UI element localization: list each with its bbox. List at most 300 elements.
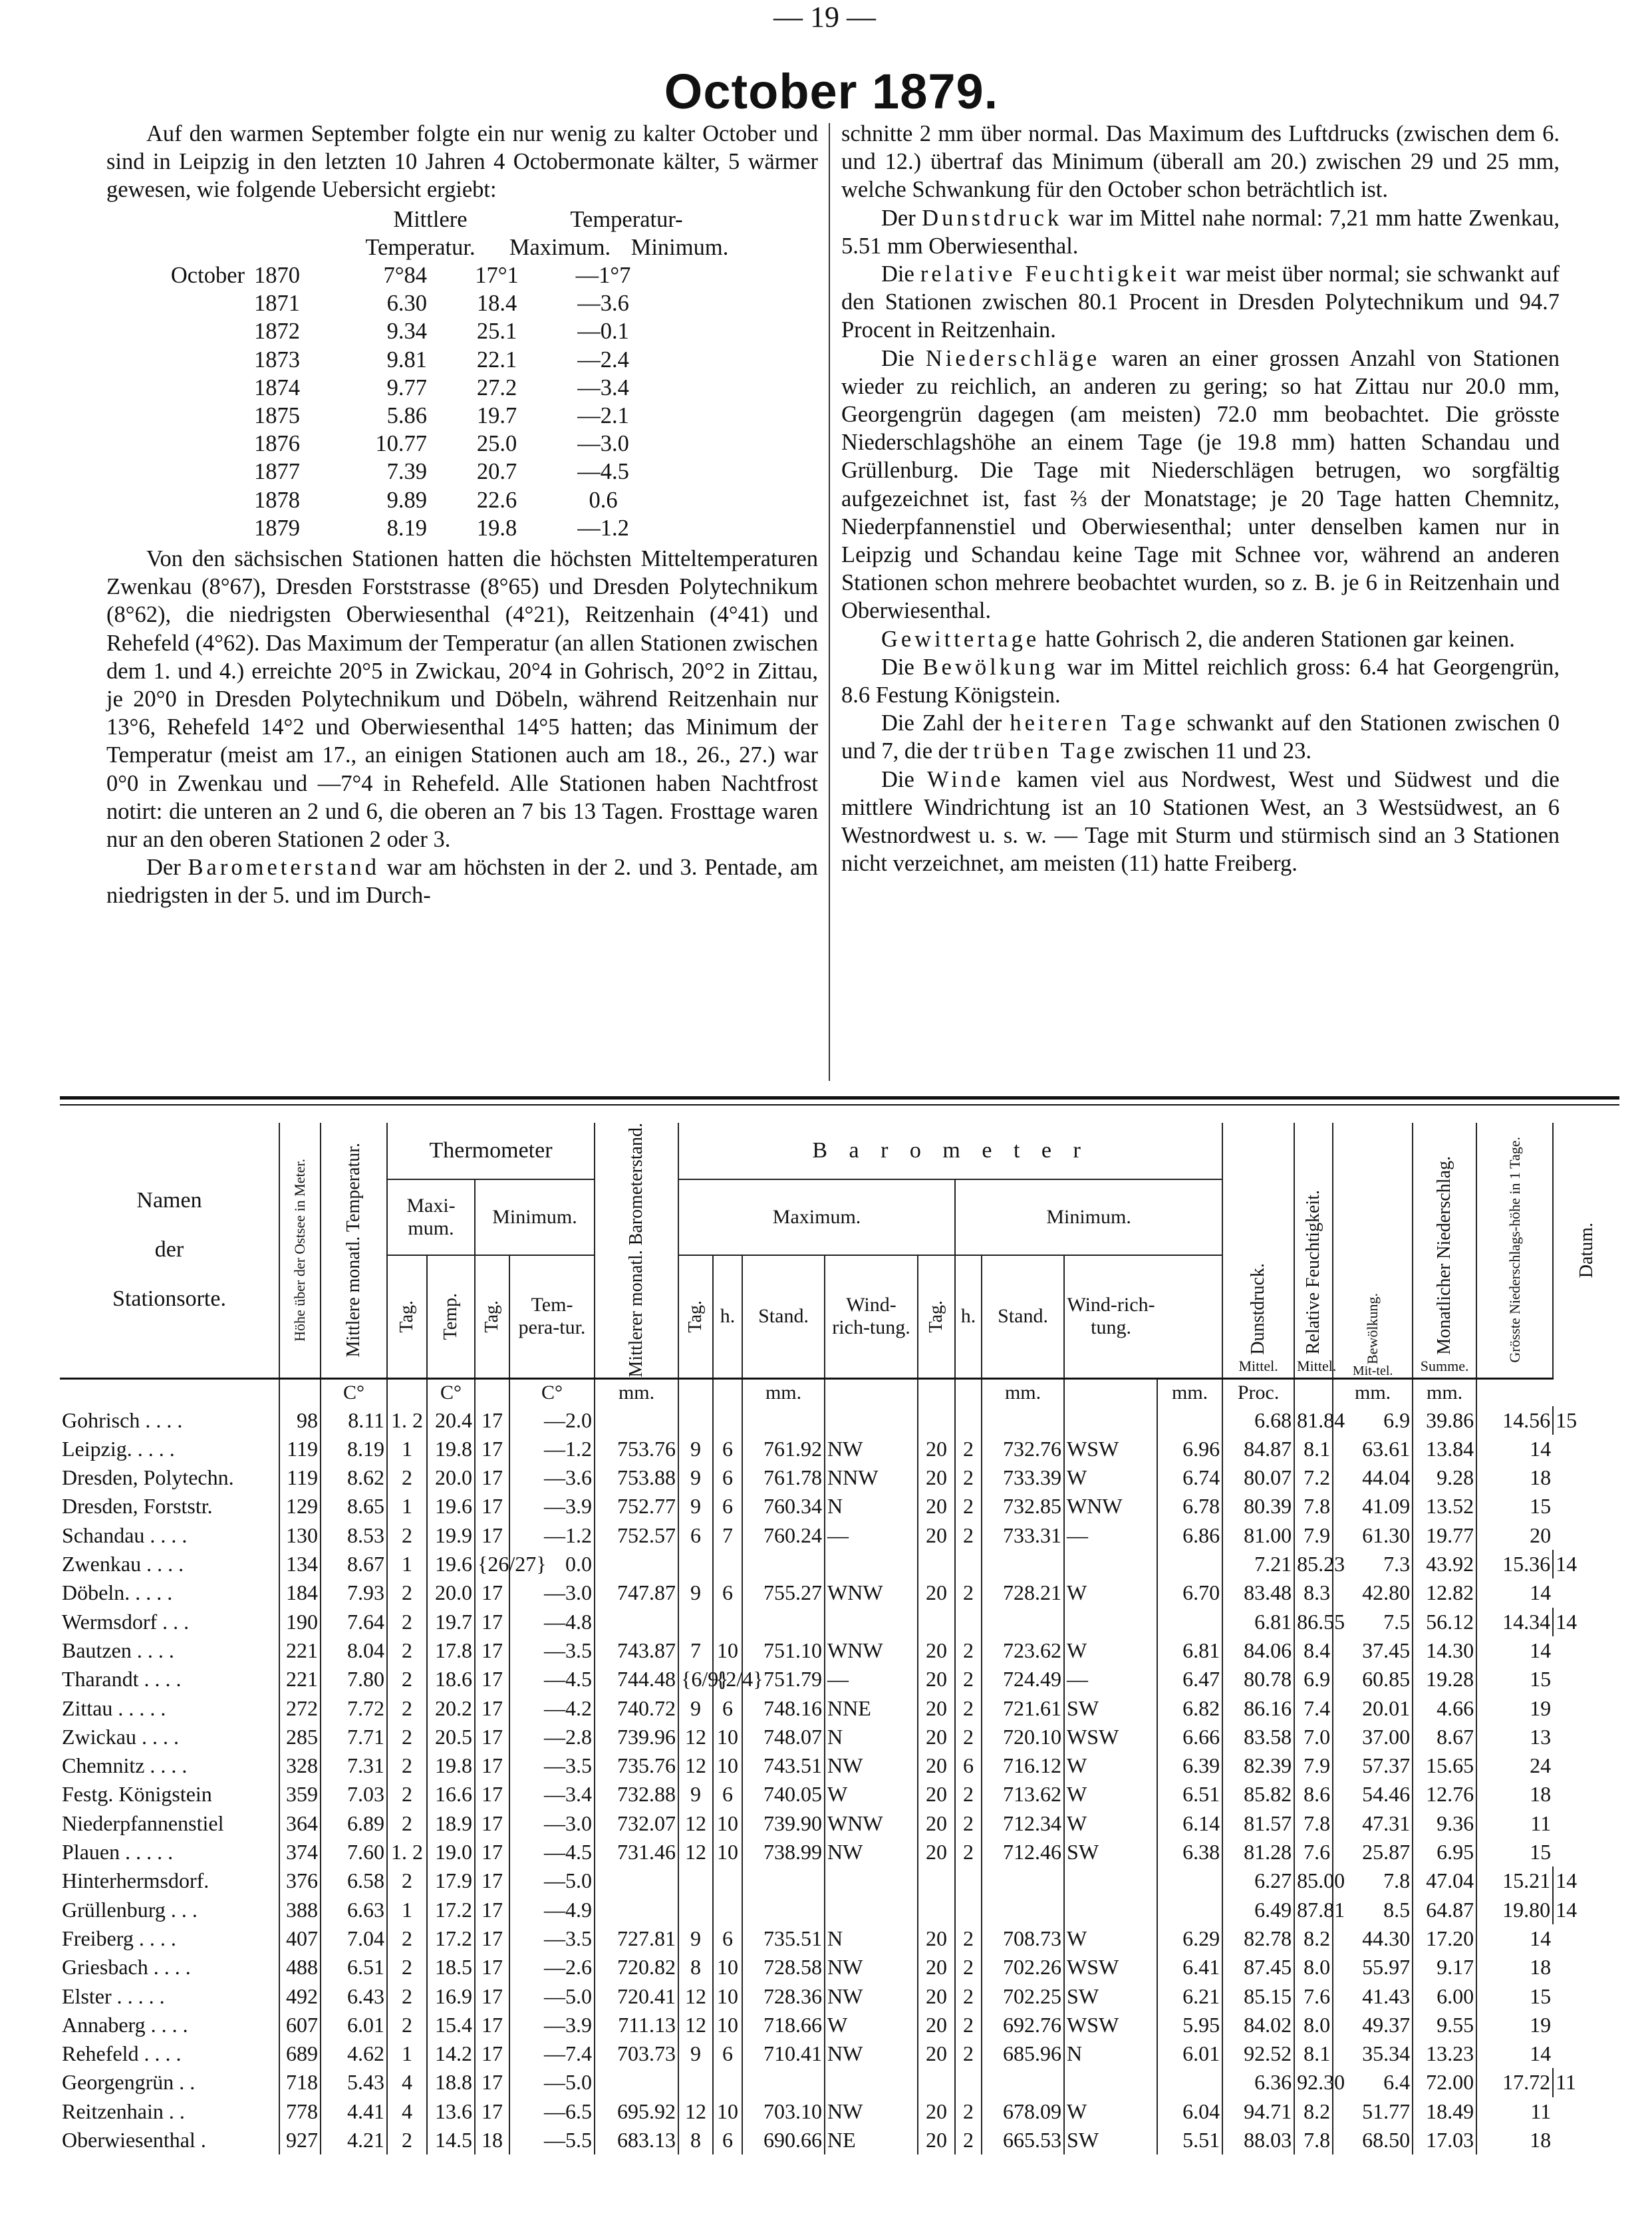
- station-name: Elster . . . . .: [62, 1984, 165, 2008]
- header-datum: Datum.: [1553, 1123, 1619, 1378]
- table-cell: 2: [955, 1521, 982, 1550]
- table-cell: 1: [387, 1435, 427, 1463]
- table-cell: 17: [475, 1723, 509, 1751]
- table-cell: 2: [955, 2011, 982, 2039]
- table-cell: 24: [1476, 1751, 1553, 1780]
- table-cell: [955, 1550, 982, 1578]
- table-cell: NW: [825, 2039, 918, 2068]
- table-cell: 13: [1476, 1723, 1553, 1751]
- mini-cell-max: 27.2: [476, 374, 517, 400]
- mini-cell-min: —3.6: [577, 291, 629, 317]
- table-cell: [918, 1608, 955, 1636]
- table-cell: 927: [279, 2126, 321, 2154]
- table-cell: NNW: [825, 1463, 918, 1492]
- table-cell: [982, 1608, 1064, 1636]
- station-name: Chemnitz . . . .: [62, 1753, 188, 1778]
- station-name: Wermsdorf . . .: [62, 1609, 190, 1634]
- table-cell: 388: [279, 1896, 321, 1924]
- table-cell: W: [825, 2011, 918, 2039]
- table-cell: —: [1064, 1521, 1157, 1550]
- mini-cell-mean: 7.39: [386, 459, 427, 485]
- table-cell: 723.62: [982, 1636, 1064, 1665]
- table-cell: NW: [825, 1751, 918, 1780]
- winde-paragraph: Die Winde kamen viel aus Nordwest, West und Südwest und die mittlere Windrichtung ist an 10 Stationen West, an 3 Westsüdwest, an 6 Westnordwest u. s. w. — Tage mit Sturm und stürmisch sind an 3 Stationen nicht verzeichnet, am meisten (11) hatte Freiberg.: [841, 766, 1560, 877]
- station-name: Zwenkau . . . .: [62, 1552, 184, 1576]
- table-cell: —1.2: [509, 1521, 595, 1550]
- table-cell: —3.4: [509, 1780, 595, 1809]
- table-cell: 492: [279, 1982, 321, 2011]
- table-cell: 8.1: [1294, 2039, 1333, 2068]
- table-cell: 44.04: [1333, 1463, 1413, 1492]
- intro-paragraph: Auf den warmen September folgte ein nur wenig zu kalter October und sind in Leipzig in den letzten 10 Jahren 4 Octobermonate kälter, 5 wärmer gewesen, wie folgende Uebersicht ergiebt:: [106, 121, 818, 203]
- table-cell: 5.51: [1157, 2126, 1222, 2154]
- table-cell: 6.63: [321, 1896, 387, 1924]
- table-cell: 13.6: [427, 2097, 475, 2126]
- table-cell: W: [1064, 1463, 1157, 1492]
- table-cell: 4: [387, 2097, 427, 2126]
- table-cell: 8.19: [321, 1435, 387, 1463]
- table-cell: 9: [678, 1924, 713, 1953]
- table-cell: 80.78: [1222, 1665, 1294, 1694]
- table-cell: 20: [918, 1780, 955, 1809]
- table-cell: 8.6: [1294, 1780, 1333, 1809]
- mini-cell-year: 1879: [254, 515, 300, 541]
- table-cell: 683.13: [595, 2126, 678, 2154]
- table-cell: 10: [713, 1751, 742, 1780]
- table-cell: [713, 1406, 742, 1435]
- table-cell: 10: [713, 2097, 742, 2126]
- table-cell: 12: [678, 2011, 713, 2039]
- table-cell: 6.38: [1157, 1838, 1222, 1866]
- table-row: [60, 1608, 1619, 1636]
- table-cell: 685.96: [982, 2039, 1064, 2068]
- table-row: [60, 1435, 1619, 1463]
- table-cell: 7.6: [1294, 1838, 1333, 1866]
- table-cell: 12: [678, 2097, 713, 2126]
- table-cell: 81.28: [1222, 1838, 1294, 1866]
- table-cell: 703.10: [742, 2097, 825, 2126]
- mini-cell-year: 1876: [254, 431, 300, 457]
- table-cell: [742, 1406, 825, 1435]
- table-row: [60, 1953, 1619, 1982]
- table-cell: 15.36: [1476, 1550, 1553, 1578]
- table-cell: 84.87: [1222, 1435, 1294, 1463]
- table-cell: 80.07: [1222, 1463, 1294, 1492]
- table-cell: 17: [475, 1521, 509, 1550]
- table-cell: W: [1064, 2097, 1157, 2126]
- table-cell: 702.25: [982, 1982, 1064, 2011]
- table-cell: —4.8: [509, 1608, 595, 1636]
- table-cell: 7.72: [321, 1694, 387, 1723]
- mini-cell-min: —1°7: [575, 263, 631, 289]
- table-cell: —7.4: [509, 2039, 595, 2068]
- table-cell: 19: [1476, 2011, 1553, 2039]
- table-row: [60, 2011, 1619, 2039]
- table-cell: 8: [678, 1953, 713, 1982]
- table-cell: 2: [387, 2126, 427, 2154]
- table-cell: [713, 1896, 742, 1924]
- mini-table-row: [106, 486, 818, 514]
- station-name: Dresden, Forststr.: [62, 1494, 213, 1519]
- table-cell: 6: [713, 2039, 742, 2068]
- table-cell: W: [1064, 1751, 1157, 1780]
- table-cell: 2: [955, 2126, 982, 2154]
- table-cell: 17: [475, 2097, 509, 2126]
- table-cell: NW: [825, 1953, 918, 1982]
- table-cell: NW: [825, 2097, 918, 2126]
- table-cell: 7.03: [321, 1780, 387, 1809]
- table-cell: 2: [387, 1723, 427, 1751]
- table-cell: [742, 1550, 825, 1578]
- table-cell: 14: [1476, 1435, 1553, 1463]
- table-cell: WSW: [1064, 1953, 1157, 1982]
- table-cell: [982, 1866, 1064, 1895]
- table-cell: 19.9: [427, 1521, 475, 1550]
- table-cell: —3.5: [509, 1751, 595, 1780]
- table-cell: W: [1064, 1809, 1157, 1838]
- table-cell: —: [825, 1665, 918, 1694]
- table-cell: [825, 1608, 918, 1636]
- table-cell: 752.77: [595, 1492, 678, 1521]
- table-cell: [1157, 2068, 1222, 2097]
- table-cell: 84.02: [1222, 2011, 1294, 2039]
- table-cell: [1064, 2068, 1157, 2097]
- mini-cell-month: [106, 374, 254, 402]
- table-cell: [918, 2068, 955, 2097]
- header-feucht: Relative Feuchtigkeit. Mittel.: [1294, 1123, 1333, 1378]
- mini-table-header-1: Mittlere Temperatur-: [393, 206, 683, 232]
- mini-table-header-2: Temperatur. Maximum. Minimum.: [365, 234, 729, 260]
- table-cell: NNE: [825, 1694, 918, 1723]
- table-cell: SW: [1064, 1694, 1157, 1723]
- table-cell: 17: [475, 1924, 509, 1953]
- table-cell: 12.76: [1413, 1780, 1476, 1809]
- table-cell: 6.86: [1157, 1521, 1222, 1550]
- table-cell: 14: [1476, 1636, 1553, 1665]
- station-name: Rehefeld . . . .: [62, 2041, 182, 2066]
- table-cell: 17.20: [1413, 1924, 1476, 1953]
- table-cell: 7.3: [1333, 1550, 1413, 1578]
- table-cell: —5.0: [509, 1866, 595, 1895]
- station-name: Georgengrün . .: [62, 2070, 196, 2095]
- header-nieder: Monatlicher Niederschlag. Summe.: [1413, 1123, 1476, 1378]
- header-baro-max: Maximum.: [678, 1179, 955, 1255]
- table-cell: 2: [955, 1809, 982, 1838]
- table-cell: 18.6: [427, 1665, 475, 1694]
- table-cell: 9.55: [1413, 2011, 1476, 2039]
- table-cell: 12.82: [1413, 1578, 1476, 1607]
- table-cell: 41.43: [1333, 1982, 1413, 2011]
- table-cell: 54.46: [1333, 1780, 1413, 1809]
- station-name: Hinterhermsdorf.: [62, 1868, 209, 1893]
- table-cell: 17: [475, 2011, 509, 2039]
- header-min-temp: Tem-pera-tur.: [509, 1255, 595, 1378]
- table-cell: 7.80: [321, 1665, 387, 1694]
- table-cell: [713, 1866, 742, 1895]
- table-cell: [678, 1550, 713, 1578]
- table-cell: WNW: [825, 1636, 918, 1665]
- table-cell: N: [825, 1723, 918, 1751]
- left-column: [106, 120, 818, 910]
- table-cell: 14.34: [1476, 1608, 1553, 1636]
- table-cell: 285: [279, 1723, 321, 1751]
- table-cell: 20.4: [427, 1406, 475, 1435]
- table-cell: 488: [279, 1953, 321, 1982]
- table-cell: 81.00: [1222, 1521, 1294, 1550]
- table-cell: 87.81: [1294, 1896, 1333, 1924]
- table-cell: 2: [955, 1982, 982, 2011]
- table-cell: 17: [475, 1463, 509, 1492]
- table-cell: 720.10: [982, 1723, 1064, 1751]
- table-cell: 0.0: [509, 1550, 595, 1578]
- table-cell: 82.39: [1222, 1751, 1294, 1780]
- units-row: C° C° C° mm. mm. mm. mm. Proc. mm. mm.: [60, 1378, 1619, 1406]
- table-cell: [1157, 1608, 1222, 1636]
- table-cell: [678, 1608, 713, 1636]
- table-cell: 8.04: [321, 1636, 387, 1665]
- table-cell: 17: [475, 1435, 509, 1463]
- table-cell: 2: [387, 1953, 427, 1982]
- station-name: Reitzenhain . .: [62, 2099, 185, 2123]
- station-name: Annaberg . . . .: [62, 2012, 188, 2037]
- mini-table-row: [106, 514, 818, 542]
- table-cell: 19.8: [427, 1751, 475, 1780]
- table-cell: 703.73: [595, 2039, 678, 2068]
- mini-cell-max: 19.8: [476, 515, 517, 541]
- table-cell: WSW: [1064, 2011, 1157, 2039]
- table-cell: 63.61: [1333, 1435, 1413, 1463]
- table-cell: 85.15: [1222, 1982, 1294, 2011]
- table-cell: [742, 1896, 825, 1924]
- table-cell: 43.92: [1413, 1550, 1476, 1578]
- table-cell: 20.0: [427, 1463, 475, 1492]
- table-cell: [825, 1550, 918, 1578]
- mini-cell-min: —2.1: [577, 403, 629, 429]
- header-min-tag: Tag.: [475, 1255, 509, 1378]
- mini-cell-year: 1874: [254, 374, 300, 400]
- table-cell: 712.46: [982, 1838, 1064, 1866]
- table-cell: 17: [475, 1608, 509, 1636]
- table-cell: 13.84: [1413, 1435, 1476, 1463]
- table-cell: W: [1064, 1578, 1157, 1607]
- table-cell: 607: [279, 2011, 321, 2039]
- table-cell: 86.55: [1294, 1608, 1333, 1636]
- mini-cell-min: —3.4: [577, 374, 629, 400]
- mini-cell-max: 18.4: [476, 291, 517, 317]
- table-cell: 690.66: [742, 2126, 825, 2154]
- table-cell: 9: [678, 1435, 713, 1463]
- table-cell: —1.2: [509, 1435, 595, 1463]
- table-cell: 80.39: [1222, 1492, 1294, 1521]
- table-cell: 49.37: [1333, 2011, 1413, 2039]
- table-cell: 720.82: [595, 1953, 678, 1982]
- mini-cell-month: [106, 486, 254, 514]
- table-cell: 6.81: [1222, 1608, 1294, 1636]
- table-cell: 98: [279, 1406, 321, 1435]
- mini-table-row: [106, 430, 818, 458]
- table-cell: 760.24: [742, 1521, 825, 1550]
- table-cell: 20: [918, 1492, 955, 1521]
- table-cell: 60.85: [1333, 1665, 1413, 1694]
- table-cell: 17: [475, 1751, 509, 1780]
- table-cell: 692.76: [982, 2011, 1064, 2039]
- table-cell: [1064, 1406, 1157, 1435]
- table-cell: 8.67: [1413, 1723, 1476, 1751]
- table-cell: W: [1064, 1924, 1157, 1953]
- table-cell: 85.82: [1222, 1780, 1294, 1809]
- table-cell: 1. 2: [387, 1838, 427, 1866]
- table-cell: 6.9: [1333, 1406, 1413, 1435]
- header-bmin-h: h.: [955, 1255, 982, 1378]
- table-cell: 129: [279, 1492, 321, 1521]
- table-cell: 732.88: [595, 1780, 678, 1809]
- table-row: [60, 2068, 1619, 2097]
- gewitter-paragraph: Gewittertage hatte Gohrisch 2, die anderen Stationen gar keinen.: [881, 626, 1515, 652]
- table-cell: 17: [475, 1780, 509, 1809]
- table-cell: 14: [1476, 1578, 1553, 1607]
- table-cell: 8.1: [1294, 1435, 1333, 1463]
- table-cell: 19.77: [1413, 1521, 1476, 1550]
- table-cell: [1064, 1866, 1157, 1895]
- table-cell: 14: [1553, 1608, 1619, 1636]
- table-cell: 6.39: [1157, 1751, 1222, 1780]
- mini-cell-year: 1877: [254, 459, 300, 485]
- table-cell: 695.92: [595, 2097, 678, 2126]
- table-cell: [595, 2068, 678, 2097]
- table-cell: 753.76: [595, 1435, 678, 1463]
- table-cell: 2: [387, 2011, 427, 2039]
- table-cell: 6.96: [1157, 1435, 1222, 1463]
- table-cell: 2: [955, 1636, 982, 1665]
- table-cell: 8.5: [1333, 1896, 1413, 1924]
- table-cell: 9: [678, 1463, 713, 1492]
- table-cell: 751.79: [742, 1665, 825, 1694]
- table-cell: NE: [825, 2126, 918, 2154]
- table-cell: 41.09: [1333, 1492, 1413, 1521]
- table-cell: [955, 1866, 982, 1895]
- table-cell: 6.89: [321, 1809, 387, 1838]
- table-cell: [595, 1550, 678, 1578]
- mini-table-row: [106, 261, 818, 289]
- table-cell: —5.5: [509, 2126, 595, 2154]
- table-cell: —: [825, 1521, 918, 1550]
- table-cell: 6.81: [1157, 1636, 1222, 1665]
- table-cell: 18: [1476, 1953, 1553, 1982]
- table-cell: [918, 1550, 955, 1578]
- header-bmin-stand: Stand.: [982, 1255, 1064, 1378]
- table-cell: 702.26: [982, 1953, 1064, 1982]
- mini-cell-month: [106, 402, 254, 430]
- temperature-paragraph: Von den sächsischen Stationen hatten die höchsten Mitteltemperaturen Zwenkau (8°67), Dresden Forststrasse (8°65) und Dresden Polytechnikum (8°62), die niedrigsten Oberwiesenthal (4°21), Reitzenhain (4°41) und Rehefeld (4°62). Das Maximum der Temperatur (an allen Stationen zwischen dem 1. und 4.) erreichte 20°5 in Zwickau, 20°4 in Gohrisch, 20°2 in Zittau, je 20°0 in Dresden Polytechnikum und Döbeln, während Reitzenhain nur 13°6, Rehefeld 14°2 und Oberwiesenthal 14°5 hatten; das Minimum der Temperatur (meist am 17., an einigen Stationen auch am 18., 26., 27.) war 0°0 in Zwenkau und —7°4 in Rehefeld. Alle Stationen haben Nachtfrost notirt: die unteren an 2 und 6, die oberen an 7 bis 13 Tagen. Frosttage waren nur an den oberen Stationen 2 oder 3.: [106, 546, 818, 853]
- mini-cell-year: 1871: [254, 291, 300, 317]
- table-cell: 14: [1476, 2039, 1553, 2068]
- table-cell: 13.23: [1413, 2039, 1476, 2068]
- table-cell: {6/9}: [678, 1665, 713, 1694]
- mini-table-row: [106, 346, 818, 374]
- table-cell: 20: [918, 1751, 955, 1780]
- table-cell: 51.77: [1333, 2097, 1413, 2126]
- table-cell: [918, 1406, 955, 1435]
- table-cell: —4.5: [509, 1838, 595, 1866]
- table-cell: 2: [955, 2039, 982, 2068]
- table-cell: 740.72: [595, 1694, 678, 1723]
- table-cell: 190: [279, 1608, 321, 1636]
- table-cell: NW: [825, 1435, 918, 1463]
- table-cell: 8.62: [321, 1463, 387, 1492]
- table-cell: [678, 1896, 713, 1924]
- table-cell: 2: [387, 1751, 427, 1780]
- table-cell: 6.49: [1222, 1896, 1294, 1924]
- table-row: [60, 2039, 1619, 2068]
- leipzig-october-table: [106, 206, 818, 542]
- table-cell: 17: [475, 1636, 509, 1665]
- mini-cell-mean: 7°84: [383, 263, 427, 289]
- table-cell: 718.66: [742, 2011, 825, 2039]
- table-cell: 20: [918, 2126, 955, 2154]
- station-name: Oberwiesenthal .: [62, 2127, 206, 2152]
- station-name: Festg. Königstein: [62, 1782, 212, 1807]
- table-cell: 727.81: [595, 1924, 678, 1953]
- table-cell: 11: [1476, 1809, 1553, 1838]
- table-cell: 6.70: [1157, 1578, 1222, 1607]
- table-cell: 6: [713, 1463, 742, 1492]
- table-cell: 6.29: [1157, 1924, 1222, 1953]
- table-cell: 743.87: [595, 1636, 678, 1665]
- table-cell: —4.2: [509, 1694, 595, 1723]
- table-cell: —3.9: [509, 1492, 595, 1521]
- header-mean-baro: Mittlerer monatl. Barometerstand.: [595, 1123, 678, 1378]
- mini-cell-max: 25.0: [476, 431, 517, 457]
- table-cell: 6.14: [1157, 1809, 1222, 1838]
- table-cell: —2.8: [509, 1723, 595, 1751]
- table-cell: [742, 2068, 825, 2097]
- table-cell: 7: [678, 1636, 713, 1665]
- heitere-tage-paragraph: Die Zahl der heiteren Tage schwankt auf den Stationen zwischen 0 und 7, die der trüben Tage zwischen 11 und 23.: [841, 710, 1560, 764]
- table-cell: 11: [1553, 2068, 1619, 2097]
- table-cell: 747.87: [595, 1578, 678, 1607]
- header-max-temp: Temp.: [427, 1255, 475, 1378]
- header-thermometer: Thermometer: [387, 1123, 595, 1179]
- mini-cell-min: —1.2: [577, 515, 629, 541]
- station-name: Schandau . . . .: [62, 1523, 188, 1547]
- table-cell: 5.95: [1157, 2011, 1222, 2039]
- table-cell: 88.03: [1222, 2126, 1294, 2154]
- table-cell: 6.95: [1413, 1838, 1476, 1866]
- right-column: [841, 120, 1560, 877]
- table-cell: [1157, 1550, 1222, 1578]
- mini-cell-max: 22.1: [476, 347, 517, 372]
- table-cell: NW: [825, 1982, 918, 2011]
- table-cell: 1: [387, 1550, 427, 1578]
- table-cell: 20: [918, 1838, 955, 1866]
- table-cell: 20: [918, 2039, 955, 2068]
- table-cell: 15: [1476, 1665, 1553, 1694]
- table-cell: 778: [279, 2097, 321, 2126]
- header-names: Namen der Stationsorte.: [112, 1188, 226, 1312]
- table-cell: 4.41: [321, 2097, 387, 2126]
- table-cell: 17: [475, 1838, 509, 1866]
- table-cell: [742, 1866, 825, 1895]
- table-cell: [595, 1896, 678, 1924]
- header-max-tag: Tag.: [387, 1255, 427, 1378]
- table-cell: [742, 1608, 825, 1636]
- table-cell: 20: [918, 1665, 955, 1694]
- table-cell: 6.51: [321, 1953, 387, 1982]
- table-cell: 2: [955, 1578, 982, 1607]
- table-cell: 374: [279, 1838, 321, 1866]
- table-cell: 7.04: [321, 1924, 387, 1953]
- mini-table-row: [106, 317, 818, 345]
